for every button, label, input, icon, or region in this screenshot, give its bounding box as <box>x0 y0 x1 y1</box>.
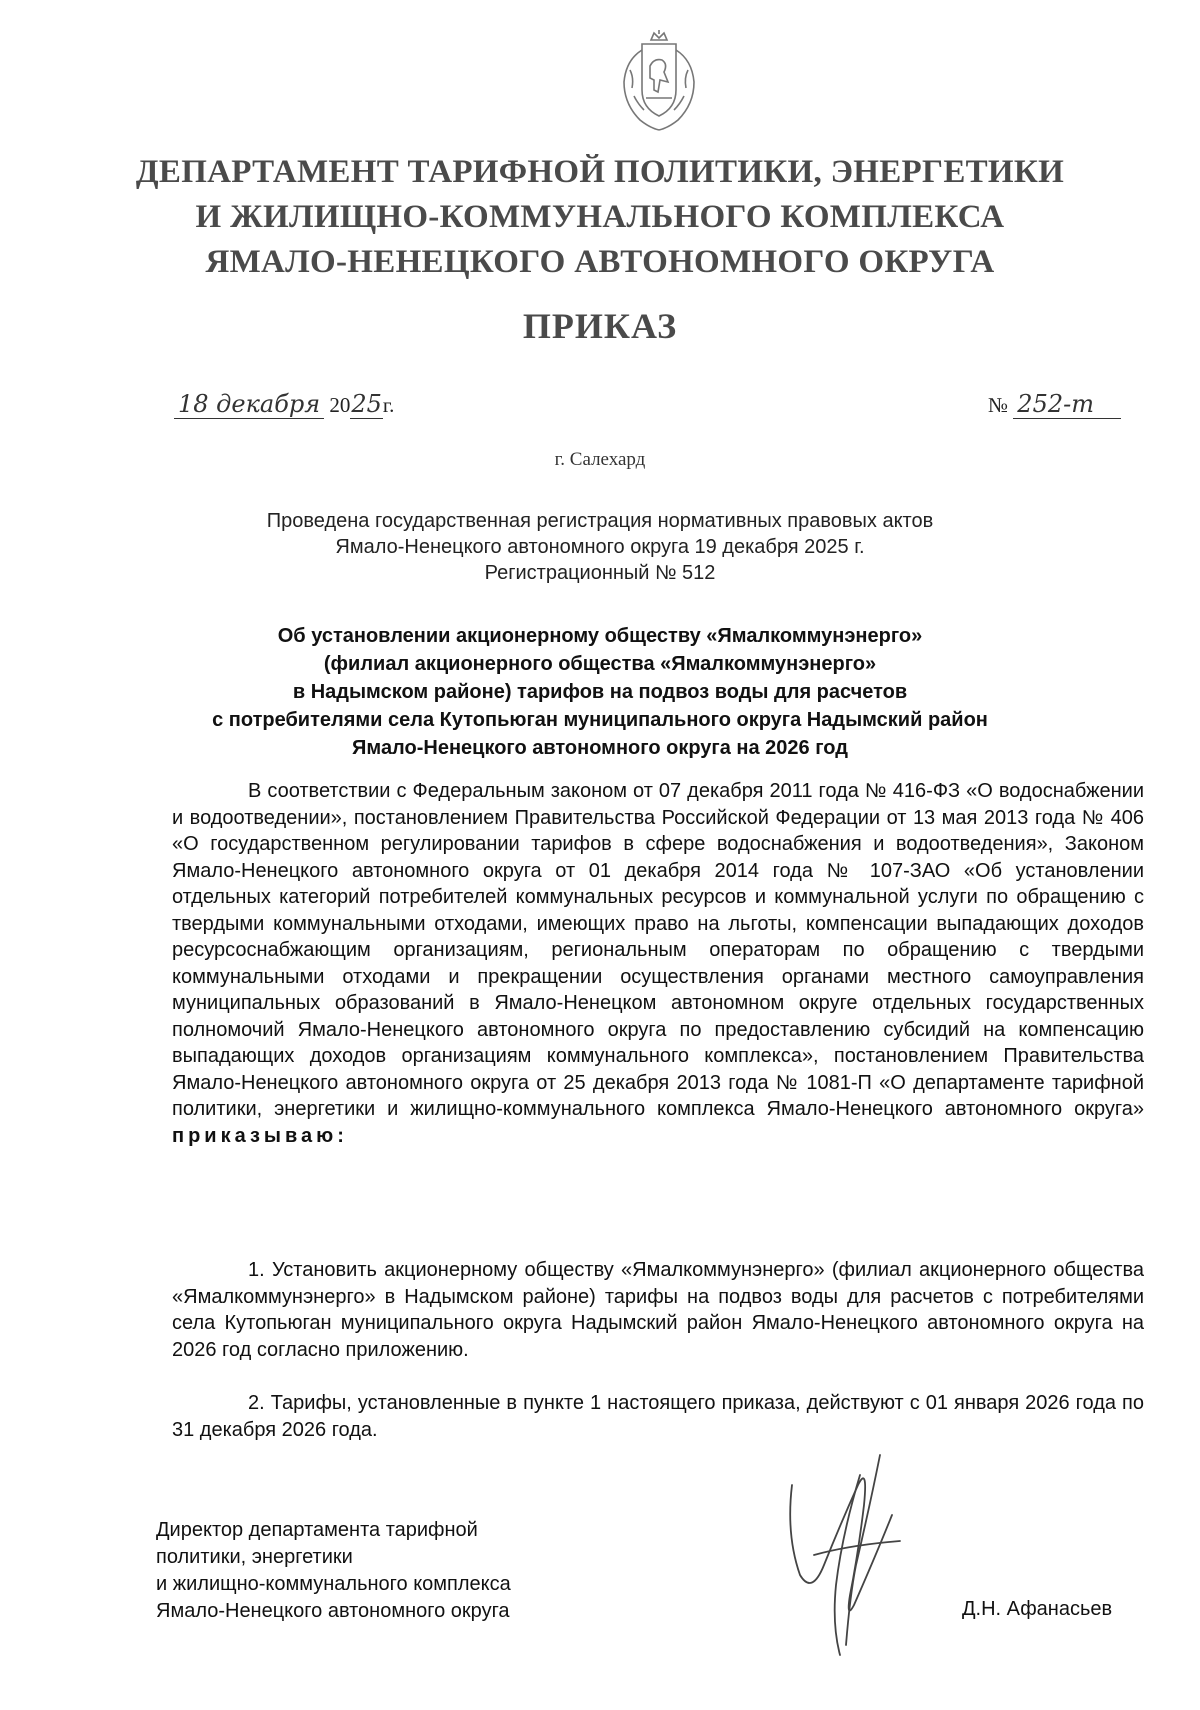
department-title-line-1: ДЕПАРТАМЕНТ ТАРИФНОЙ ПОЛИТИКИ, ЭНЕРГЕТИКИ <box>135 154 1065 190</box>
preamble-paragraph <box>172 778 1144 1149</box>
order-date <box>174 390 394 419</box>
department-title <box>100 150 1100 285</box>
subject-line-5: Ямало-Ненецкого автономного округа на 2026 год <box>352 737 848 759</box>
registration-line-3: Регистрационный № 512 <box>484 562 716 584</box>
item-1-paragraph: 1. Установить акционерному обществу «Ямалкоммунэнерго» (филиал акционерного общества «Ямалкоммунэнерго» в Надымском районе) тарифы на подвоз воды для расчетов с потребителями села Кутопьюган муниципального округа Надымский район Ямало-Ненецкого автономного округа на 2026 год согласно приложению. <box>172 1259 1144 1361</box>
signer-title-line-2: политики, энергетики <box>156 1546 353 1568</box>
year-suffix: г. <box>382 393 395 417</box>
subject-line-1: Об установлении акционерному обществу «Ямалкоммунэнерго» <box>277 625 923 647</box>
handwritten-number: 252-т <box>1013 390 1121 419</box>
department-title-line-3: ЯМАЛО-НЕНЕЦКОГО АВТОНОМНОГО ОКРУГА <box>205 244 995 280</box>
signer-title <box>156 1517 511 1625</box>
order-number <box>988 390 1121 419</box>
signer-name: Д.Н. Афанасьев <box>962 1598 1113 1620</box>
preamble-text: В соответствии с Федеральным законом от 07 декабря 2011 года № 416-ФЗ «О водоснабжении и водоотведении», постановлением Правительства Российской Федерации от 13 мая 2013 года № 406 «О государственном регулировании тарифов в сфере водоснабжения и водоотведения», Законом Ямало-Ненецкого автономного округа от 01 декабря 2014 года № 107-ЗАО «Об установлении отдельных категорий потребителей коммунальных ресурсов и коммунальной услуги по обращению с твердыми коммунальными отходами, имеющих право на льготы, компенсации выпадающих доходов ресурсоснабжающим организациям, региональным операторам по обращению с твердыми коммунальными отходами и прекращении осуществления органами местного самоуправления муниципальных образований в Ямало-Ненецком автономном округе отдельных государственных полномочий Ямало-Ненецкого автономного округа по предоставлению субсидий на компенсацию выпадающих доходов организациям коммунального комплекса», постановлением Правительства Ямало-Ненецкого автономного округа от 25 декабря 2013 года № 1081-П «О департаменте тарифной политики, энергетики и жилищно-коммунального комплекса Ямало-Ненецкого автономного округа» <box>172 780 1144 1120</box>
city: г. Салехард <box>554 449 646 470</box>
handwritten-date: 18 декабря <box>174 390 324 419</box>
item-2-paragraph: 2. Тарифы, установленные в пункте 1 настоящего приказа, действуют с 01 января 2026 года по 31 декабря 2026 года. <box>172 1392 1144 1441</box>
coat-of-arms-emblem <box>614 30 704 134</box>
document-type: ПРИКАЗ <box>522 306 678 346</box>
handwritten-signature <box>780 1445 930 1675</box>
order-word: приказываю: <box>172 1124 348 1147</box>
registration-line-1: Проведена государственная регистрация нормативных правовых актов <box>266 510 934 532</box>
registration-line-2: Ямало-Ненецкого автономного округа 19 декабря 2025 г. <box>335 536 865 558</box>
signer-title-line-4: Ямало-Ненецкого автономного округа <box>156 1600 510 1622</box>
number-label: № <box>988 393 1009 417</box>
year-prefix: 20 <box>329 393 351 417</box>
subject-line-4: с потребителями села Кутопьюган муниципального округа Надымский район <box>212 709 988 731</box>
subject-line-3: в Надымском районе) тарифов на подвоз воды для расчетов <box>292 681 908 703</box>
signer-title-line-1: Директор департамента тарифной <box>156 1519 478 1541</box>
order-subject <box>100 622 1100 762</box>
subject-line-2: (филиал акционерного общества «Ямалкоммунэнерго» <box>323 653 877 675</box>
handwritten-year: 25 <box>351 390 382 418</box>
registration-note <box>100 508 1100 586</box>
department-title-line-2: И ЖИЛИЩНО-КОММУНАЛЬНОГО КОМПЛЕКСА <box>195 199 1005 235</box>
signer-title-line-3: и жилищно-коммунального комплекса <box>156 1573 511 1595</box>
